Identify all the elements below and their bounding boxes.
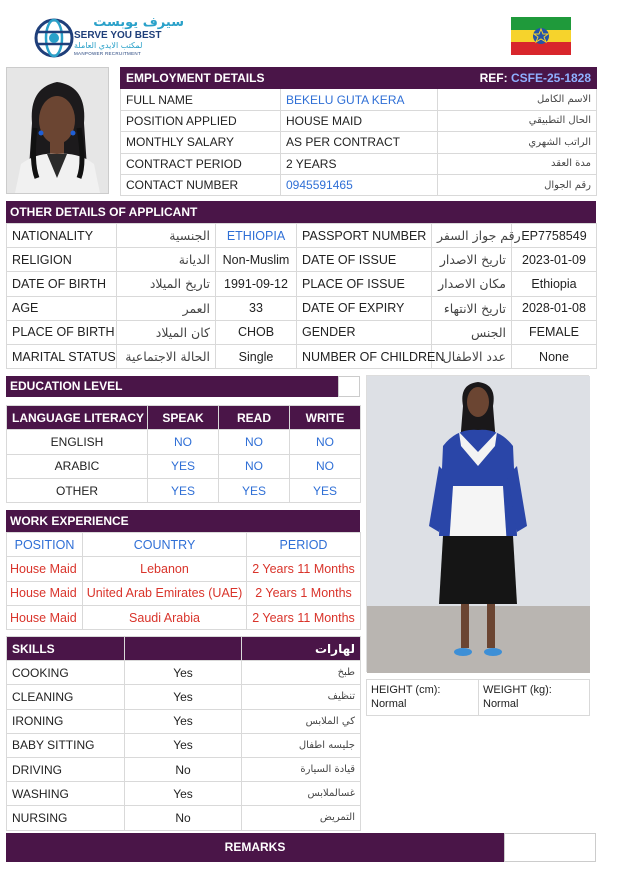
other-details-row <box>7 320 597 344</box>
detail-arabic-label: الحالة الاجتماعية <box>117 344 216 368</box>
employment-row <box>121 132 597 153</box>
employment-header-row <box>121 68 597 89</box>
language-name: OTHER <box>7 478 148 502</box>
skill-row <box>7 733 361 757</box>
other-details-row <box>7 248 597 272</box>
employment-label: POSITION APPLIED <box>121 110 281 131</box>
speak-value: NO <box>148 430 219 454</box>
period-header: PERIOD <box>247 533 361 557</box>
contact-number-value: 0945591465 <box>281 174 438 195</box>
country-header: COUNTRY <box>83 533 247 557</box>
detail-label: AGE <box>7 296 117 320</box>
work-experience-title: WORK EXPERIENCE <box>6 510 360 532</box>
skills-table <box>6 636 361 831</box>
detail-arabic-label: الجنسية <box>117 224 216 248</box>
language-literacy-table <box>6 405 361 503</box>
skill-value: Yes <box>125 782 242 806</box>
employment-label: CONTRACT PERIOD <box>121 153 281 174</box>
work-experience-row <box>7 581 361 605</box>
skill-arabic-name: كي الملابس <box>242 709 361 733</box>
ethiopia-flag-icon <box>511 17 571 55</box>
detail-arabic-label: كان الميلاد <box>117 320 216 344</box>
work-country: United Arab Emirates (UAE) <box>83 581 247 605</box>
skill-arabic-name: قيادة السيارة <box>242 757 361 781</box>
position-applied-value: HOUSE MAID <box>281 110 438 131</box>
work-position: House Maid <box>7 557 83 581</box>
detail-label: RELIGION <box>7 248 117 272</box>
height-cell <box>367 680 479 716</box>
detail-value: 2023-01-09 <box>512 248 597 272</box>
detail-label: NUMBER OF CHILDREN <box>297 344 432 368</box>
skill-row <box>7 685 361 709</box>
applicant-photo <box>6 67 109 194</box>
skills-header-row <box>7 637 361 661</box>
monthly-salary-value: AS PER CONTRACT <box>281 132 438 153</box>
read-header: READ <box>219 406 290 430</box>
remarks-title: REMARKS <box>6 833 504 862</box>
other-details-row <box>7 344 597 368</box>
detail-value: None <box>512 344 597 368</box>
work-country: Lebanon <box>83 557 247 581</box>
language-row <box>7 430 361 454</box>
skill-value: No <box>125 806 242 830</box>
detail-arabic-label: عدد الاطفال <box>432 344 512 368</box>
detail-value: Single <box>216 344 297 368</box>
skills-title: SKILLS <box>7 637 125 661</box>
language-row <box>7 478 361 502</box>
speak-value: YES <box>148 454 219 478</box>
detail-arabic-label: تاريخ الاصدار <box>432 248 512 272</box>
weight-value: Normal <box>483 698 519 710</box>
employment-arabic-label: مدة العقد <box>438 153 597 174</box>
other-details-table <box>6 223 597 369</box>
ref-value: CSFE-25-1828 <box>510 71 592 86</box>
skill-arabic-name: جليسه اطفال <box>242 733 361 757</box>
detail-label: MARITAL STATUS <box>7 344 117 368</box>
detail-arabic-label: مكان الاصدار <box>432 272 512 296</box>
work-header-row <box>7 533 361 557</box>
detail-arabic-label: العمر <box>117 296 216 320</box>
skill-row <box>7 782 361 806</box>
read-value: YES <box>219 478 290 502</box>
skill-row <box>7 806 361 830</box>
skill-arabic-name: تنظيف <box>242 685 361 709</box>
skill-arabic-name: التمريض <box>242 806 361 830</box>
weight-cell <box>479 680 590 716</box>
language-header: LANGUAGE LITERACY <box>7 406 148 430</box>
skill-row <box>7 757 361 781</box>
height-weight-row <box>367 680 590 716</box>
employment-arabic-label: الحال التطبيقي <box>438 110 597 131</box>
read-value: NO <box>219 430 290 454</box>
language-name: ENGLISH <box>7 430 148 454</box>
work-position: House Maid <box>7 605 83 629</box>
write-header: WRITE <box>290 406 361 430</box>
employment-arabic-label: رقم الجوال <box>438 174 597 195</box>
detail-label: PLACE OF ISSUE <box>297 272 432 296</box>
employment-label: FULL NAME <box>121 89 281 110</box>
skill-name: DRIVING <box>7 757 125 781</box>
employment-details-table <box>120 67 597 196</box>
detail-value: 33 <box>216 296 297 320</box>
skill-arabic-name: غسالملابس <box>242 782 361 806</box>
skill-value: Yes <box>125 661 242 685</box>
skill-row <box>7 661 361 685</box>
logo-name: SERVE YOU BEST <box>74 30 162 41</box>
detail-value: 1991-09-12 <box>216 272 297 296</box>
skill-name: IRONING <box>7 709 125 733</box>
detail-value: ETHIOPIA <box>216 224 297 248</box>
reference-number <box>281 68 597 89</box>
skill-name: BABY SITTING <box>7 733 125 757</box>
speak-value: YES <box>148 478 219 502</box>
work-position: House Maid <box>7 581 83 605</box>
work-period: 2 Years 11 Months <box>247 605 361 629</box>
employment-arabic-label: الاسم الكامل <box>438 89 597 110</box>
detail-arabic-label: الجنس <box>432 320 512 344</box>
detail-value: EP7758549 <box>512 224 597 248</box>
detail-value: FEMALE <box>512 320 597 344</box>
education-level-value-box <box>338 376 360 397</box>
detail-arabic-label: الديانة <box>117 248 216 272</box>
skills-title-arabic: لهارات <box>242 637 361 661</box>
detail-value: CHOB <box>216 320 297 344</box>
language-header-row <box>7 406 361 430</box>
detail-arabic-label: تاريخ الانتهاء <box>432 296 512 320</box>
employment-row <box>121 153 597 174</box>
skill-value: Yes <box>125 709 242 733</box>
skill-name: NURSING <box>7 806 125 830</box>
other-details-row <box>7 272 597 296</box>
detail-value: 2028-01-08 <box>512 296 597 320</box>
logo-arabic-sub: لمكتب الايدي العاملة <box>74 41 143 50</box>
logo-tagline: MANPOWER RECRUITMENT <box>74 51 141 56</box>
work-country: Saudi Arabia <box>83 605 247 629</box>
other-details-title: OTHER DETAILS OF APPLICANT <box>6 201 596 223</box>
height-label: HEIGHT (cm): <box>371 684 441 696</box>
work-experience-table <box>6 532 361 630</box>
contract-period-value: 2 YEARS <box>281 153 438 174</box>
employment-row <box>121 174 597 195</box>
weight-label: WEIGHT (kg): <box>483 684 552 696</box>
write-value: YES <box>290 478 361 502</box>
employment-arabic-label: الراتب الشهري <box>438 132 597 153</box>
employment-label: MONTHLY SALARY <box>121 132 281 153</box>
detail-arabic-label: رقم جواز السفر <box>432 224 512 248</box>
full-name-value: BEKELU GUTA KERA <box>281 89 438 110</box>
skills-header-spacer <box>125 637 242 661</box>
applicant-full-body-photo <box>366 375 589 672</box>
read-value: NO <box>219 454 290 478</box>
skill-name: WASHING <box>7 782 125 806</box>
work-period: 2 Years 1 Months <box>247 581 361 605</box>
work-experience-row <box>7 557 361 581</box>
detail-label: PASSPORT NUMBER <box>297 224 432 248</box>
skill-name: CLEANING <box>7 685 125 709</box>
skill-arabic-name: طبخ <box>242 661 361 685</box>
position-header: POSITION <box>7 533 83 557</box>
employment-row <box>121 89 597 110</box>
ref-label: REF: <box>479 71 508 86</box>
work-experience-row <box>7 605 361 629</box>
logo-globe-icon <box>34 18 74 58</box>
write-value: NO <box>290 430 361 454</box>
detail-arabic-label: تاريخ الميلاد <box>117 272 216 296</box>
detail-label: DATE OF BIRTH <box>7 272 117 296</box>
detail-label: DATE OF EXPIRY <box>297 296 432 320</box>
height-value: Normal <box>371 698 407 710</box>
employment-title: EMPLOYMENT DETAILS <box>121 68 281 89</box>
detail-value: Non-Muslim <box>216 248 297 272</box>
skill-value: No <box>125 757 242 781</box>
logo-arabic-text: سيرف يوبست <box>93 15 184 30</box>
height-weight-table <box>366 679 590 716</box>
write-value: NO <box>290 454 361 478</box>
work-period: 2 Years 11 Months <box>247 557 361 581</box>
detail-value: Ethiopia <box>512 272 597 296</box>
language-row <box>7 454 361 478</box>
detail-label: PLACE OF BIRTH <box>7 320 117 344</box>
remarks-value-box <box>504 833 596 862</box>
company-logo <box>34 16 184 60</box>
skill-row <box>7 709 361 733</box>
employment-row <box>121 110 597 131</box>
speak-header: SPEAK <box>148 406 219 430</box>
skill-name: COOKING <box>7 661 125 685</box>
employment-label: CONTACT NUMBER <box>121 174 281 195</box>
language-name: ARABIC <box>7 454 148 478</box>
other-details-row <box>7 224 597 248</box>
detail-label: NATIONALITY <box>7 224 117 248</box>
detail-label: DATE OF ISSUE <box>297 248 432 272</box>
education-level-title: EDUCATION LEVEL <box>6 376 338 397</box>
other-details-row <box>7 296 597 320</box>
skill-value: Yes <box>125 733 242 757</box>
skill-value: Yes <box>125 685 242 709</box>
detail-label: GENDER <box>297 320 432 344</box>
